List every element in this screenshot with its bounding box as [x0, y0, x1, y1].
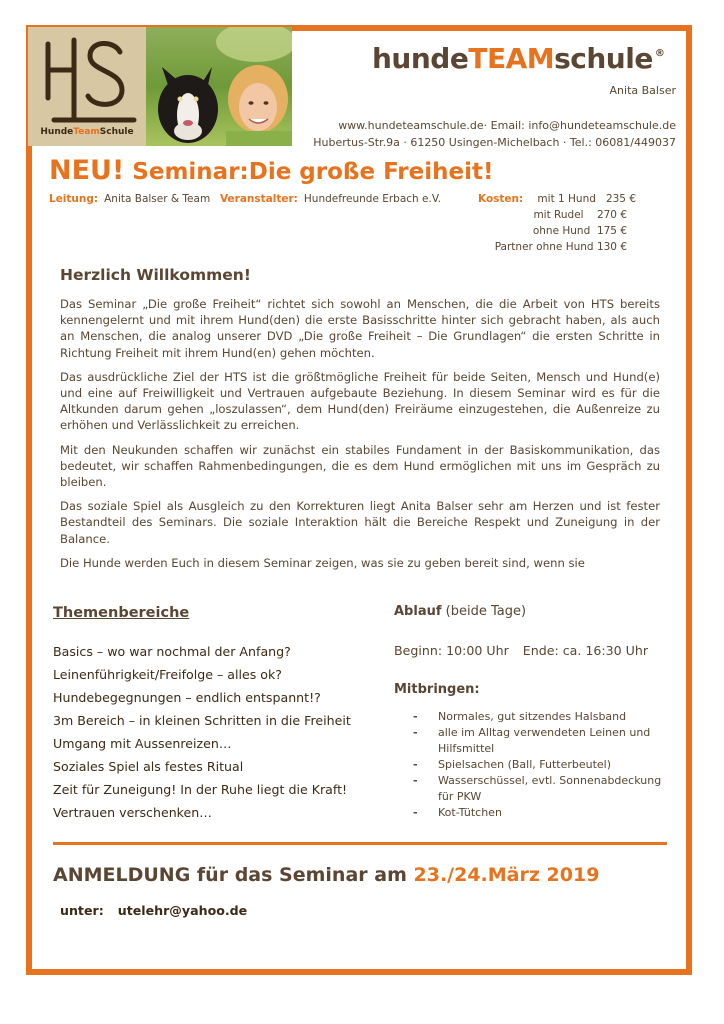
end-time: Ende: ca. 16:30 Uhr: [522, 643, 649, 658]
new-badge: NEU!: [49, 155, 125, 186]
veranstalter-info: Veranstalter: Hundefreunde Erbach e.V.: [220, 193, 442, 205]
start-time: Beginn: 10:00 Uhr: [394, 643, 509, 658]
themen-heading: Themenbereiche: [53, 605, 190, 621]
paragraph: Die Hunde werden Euch in diesem Seminar zeigen, was sie zu geben bereit sind, wenn sie: [60, 555, 585, 570]
list-item: - alle im Alltag verwendeten Leinen und Hilfsmittel: [413, 725, 663, 757]
seminar-date: 23./24.März 2019: [413, 864, 600, 886]
kosten-label: Kosten:: [478, 193, 524, 205]
list-item: Soziales Spiel als festes Ritual: [53, 759, 244, 774]
registration-heading: ANMELDUNG für das Seminar am 23./24.März 2019: [53, 864, 600, 886]
header-photo: [146, 27, 292, 146]
logo-wordmark: HundeTeamSchule: [40, 127, 134, 137]
paragraph: Mit den Neukunden schaffen wir zunächst ein stabiles Fundament in der Basiskommunikation, das bedeutet, wir schaffen Rahmenbedingungen, die es dem Hund ermöglichen mit uns im Gespräch zu bleiben.: [60, 442, 660, 490]
mitbringen-heading: Mitbringen:: [394, 682, 480, 697]
schedule-times: [394, 643, 648, 658]
frame-right-border: [686, 25, 692, 975]
paragraph: Das ausdrückliche Ziel der HTS ist die größtmögliche Freiheit für beide Seiten, Mensch und Hund(e) und eine auf Freiwilligkeit und Vertrauen aufgebaute Beziehung. In diesem Seminar wird es für die Altkunden darum gehen „loszulassen“, dem Hund(den) Freiräume einzugestehen, die Außenreize zu erhöhen und Verlässlichkeit zu erreichen.: [60, 369, 660, 433]
list-item: Hundebegegnungen – endlich entspannt!?: [53, 690, 321, 705]
list-item: - Spielsachen (Ball, Futterbeutel): [413, 757, 663, 773]
frame-left-border: [26, 25, 32, 975]
frame-bottom-border: [26, 969, 692, 975]
registration-contact: unter: utelehr@yahoo.de: [60, 903, 248, 918]
cost-row: mit 1 Hund 235 €: [537, 193, 636, 205]
description-text: [60, 296, 660, 579]
leitung-info: Leitung: Anita Balser & Team: [49, 193, 211, 205]
welcome-heading: Herzlich Willkommen!: [60, 266, 251, 284]
cost-row: ohne Hund 175 €: [532, 225, 627, 237]
list-item: - Kot-Tütchen: [413, 805, 663, 821]
registration-email-link[interactable]: utelehr@yahoo.de: [117, 903, 248, 918]
list-item: - Normales, gut sitzendes Halsband: [413, 709, 663, 725]
divider: [53, 842, 667, 845]
list-item: Leinenführigkeit/Freifolge – alles ok?: [53, 667, 282, 682]
cost-row: Partner ohne Hund 130 €: [494, 241, 627, 253]
list-item: Zeit für Zuneigung! In der Ruhe liegt die Kraft!: [53, 782, 348, 797]
paragraph: Das soziale Spiel als Ausgleich zu den Korrekturen liegt Anita Balser sehr am Herzen und ist fester Bestandteil des Seminars. Die soziale Interaktion hält die Bereiche Respekt und Zuneigung in der Balance.: [60, 499, 660, 546]
hs-monogram-icon: [34, 32, 140, 124]
paragraph: Das Seminar „Die große Freiheit“ richtet sich sowohl an Menschen, die die Arbeit von HTS bereits kennengelernt und mit ihrem Hund(den) die erste Basisschritte hinter sich gebracht haben, als auch an Menschen, die analog unserer DVD „Die große Freiheit – Die Grundlagen“ die ersten Schritte in Richtung Freiheit mit ihrem Hund(en) gehen möchten.: [60, 297, 660, 360]
owner-name: Anita Balser: [609, 84, 676, 97]
cost-row: mit Rudel 270 €: [533, 209, 627, 221]
mitbringen-list: [413, 709, 663, 821]
list-item: - Wasserschüssel, evtl. Sonnenabdeckung für PKW: [413, 773, 663, 805]
seminar-title-text: Seminar:Die große Freiheit!: [132, 159, 494, 185]
seminar-title: [49, 155, 493, 186]
list-item: Vertrauen verschenken…: [53, 805, 212, 820]
themen-list: [53, 640, 351, 824]
contact-address-phone: Hubertus-Str.9a · 61250 Usingen-Michelbach · Tel.: 06081/449037: [313, 136, 676, 149]
list-item: Basics – wo war nochmal der Anfang?: [53, 644, 291, 659]
contact-web-email[interactable]: www.hundeteamschule.de· Email: info@hundeteamschule.de: [338, 119, 676, 132]
ablauf-heading: Ablauf (beide Tage): [394, 604, 527, 619]
brand-name: hundeTEAMschule ®: [372, 42, 665, 75]
list-item: 3m Bereich – in kleinen Schritten in die Freiheit: [53, 713, 351, 728]
list-item: Umgang mit Aussenreizen…: [53, 736, 232, 751]
